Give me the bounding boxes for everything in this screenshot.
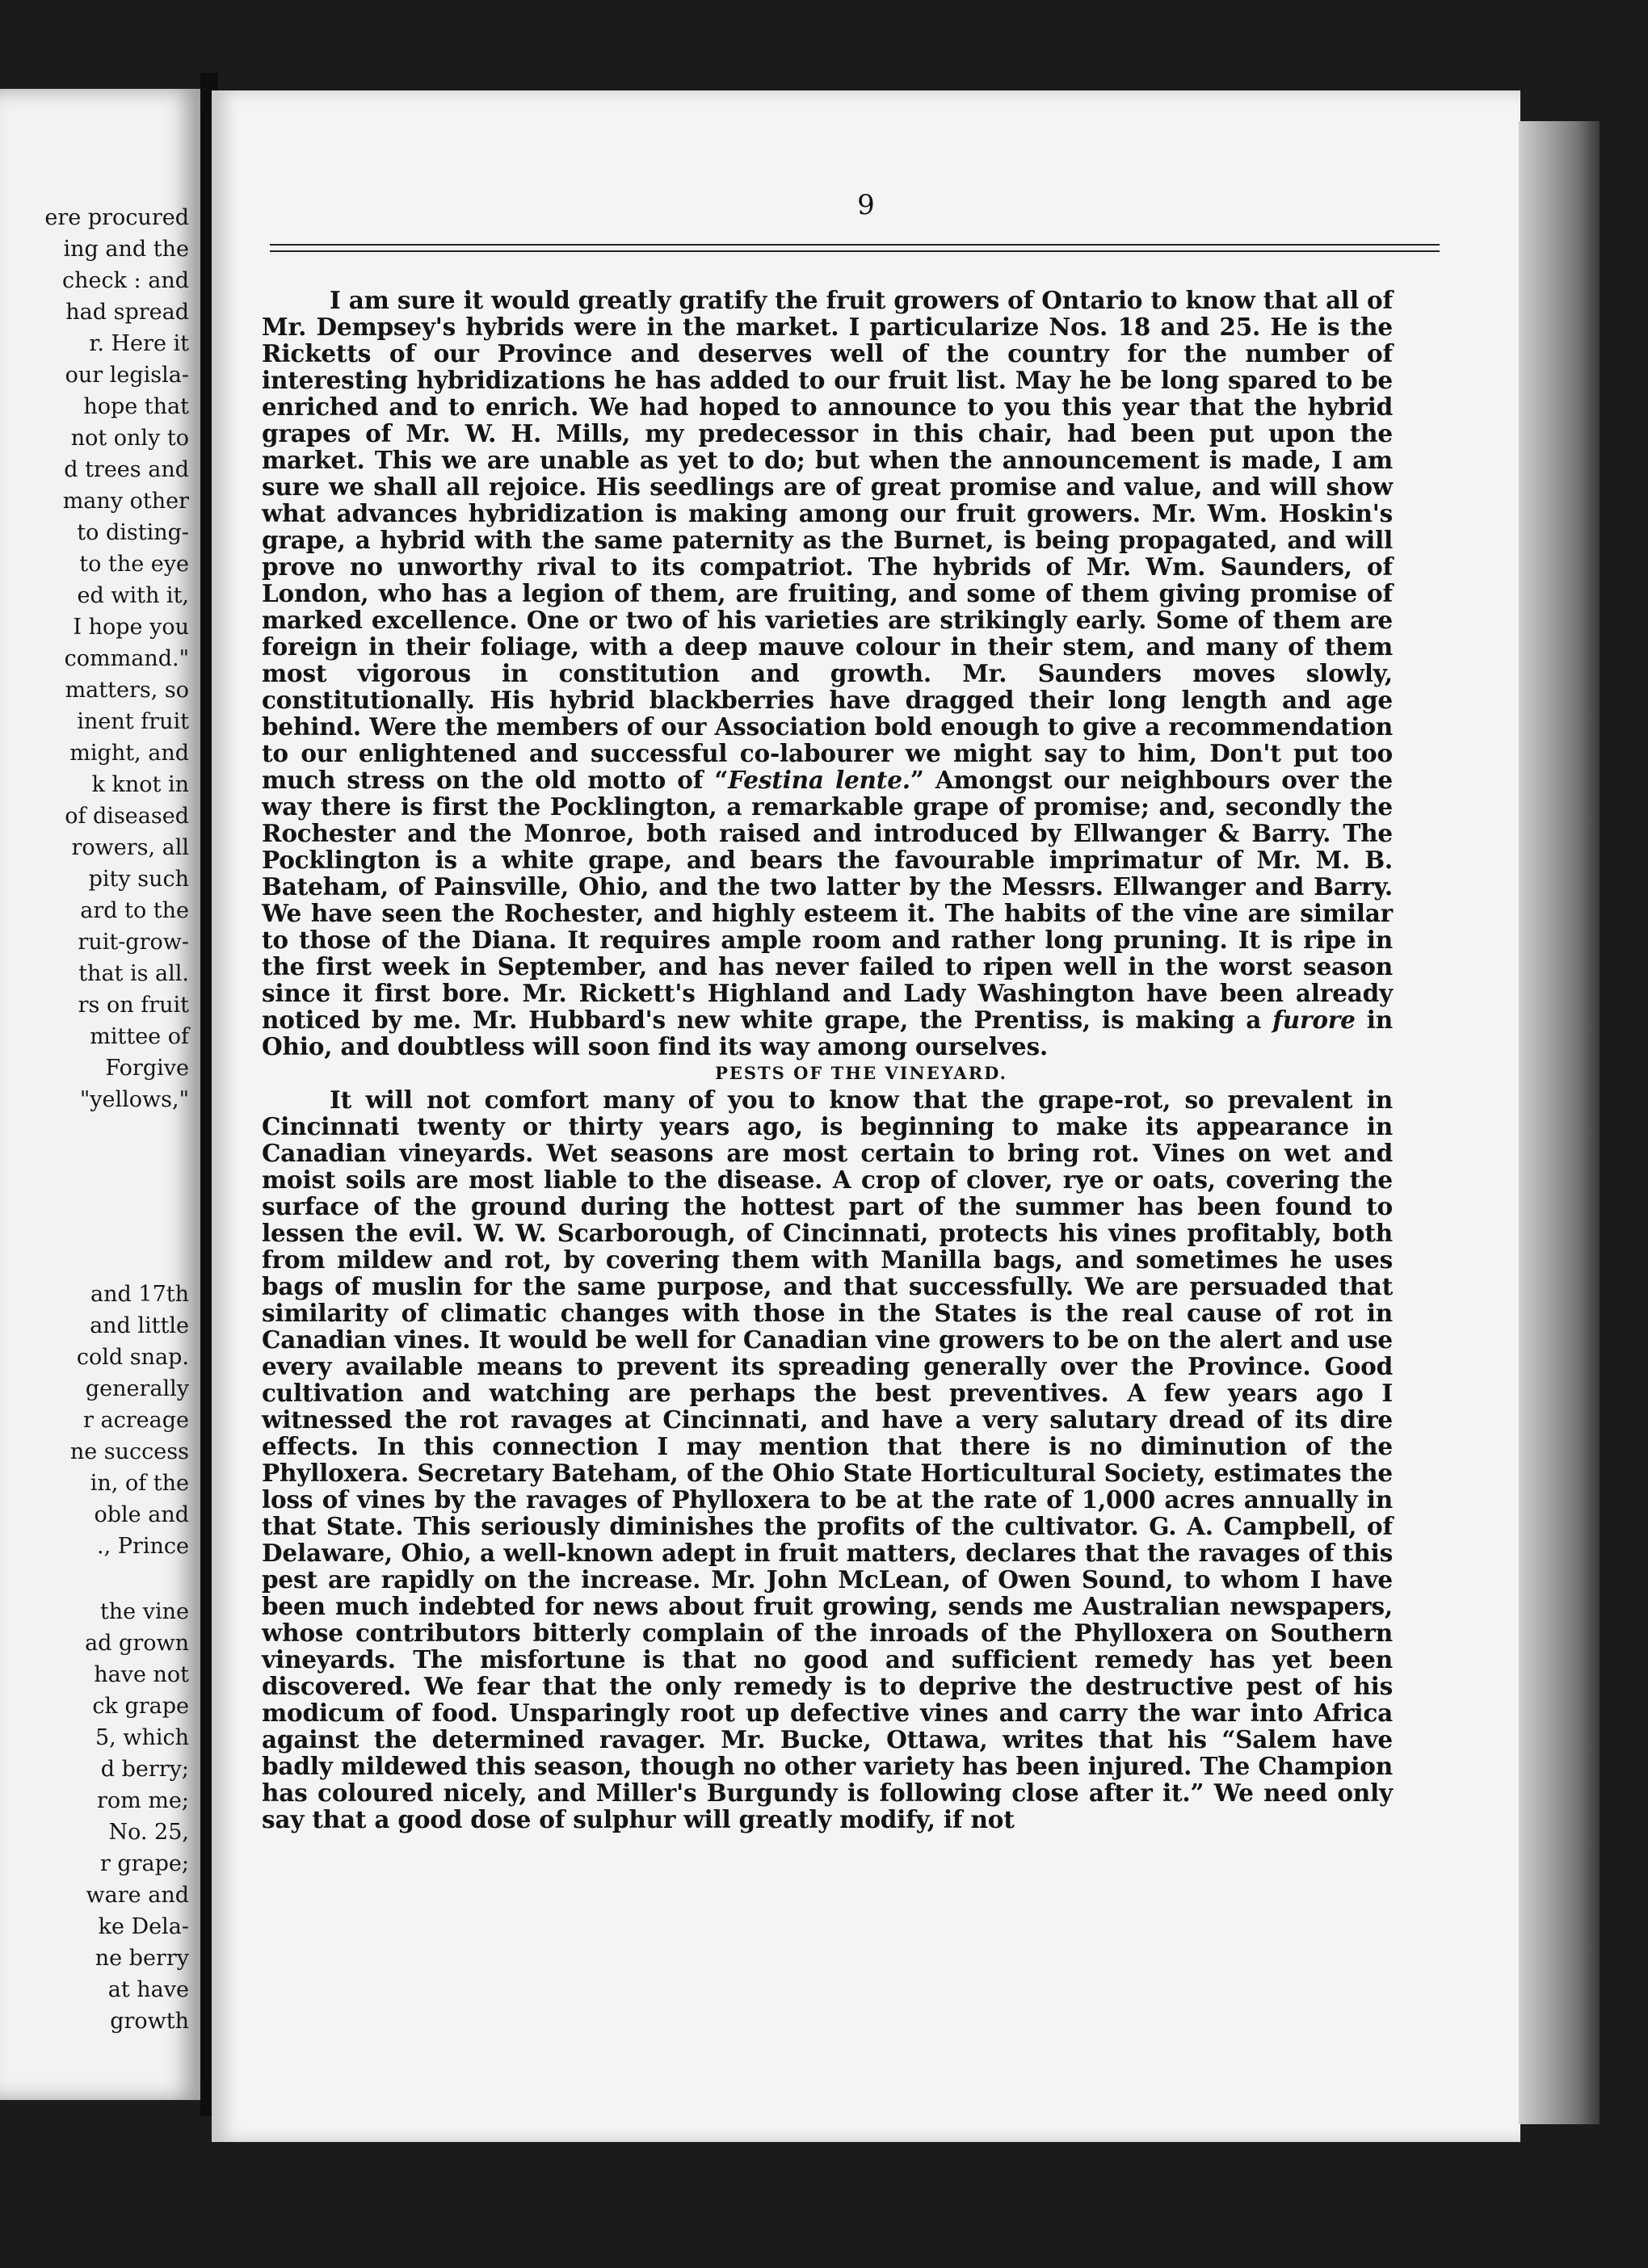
left-page-line: r grape; — [99, 1851, 189, 1876]
left-page-line: ed with it, — [77, 583, 189, 608]
left-page-line: and little — [90, 1313, 189, 1338]
left-page-line: in, of the — [90, 1471, 189, 1496]
left-page-line: ard to the — [80, 898, 189, 923]
left-page-line: our legisla- — [65, 363, 189, 388]
left-page-line: r. Here it — [89, 331, 189, 356]
left-page-line: ruit-grow- — [78, 930, 189, 955]
left-page-line: to disting- — [77, 520, 189, 545]
left-page-line: command." — [64, 646, 189, 671]
left-page-line: inent fruit — [77, 709, 189, 734]
left-page-line: had spread — [65, 300, 189, 325]
left-page-line: not only to — [70, 426, 189, 451]
left-page-line: k knot in — [91, 772, 189, 797]
left-page-line: ke Dela- — [98, 1914, 189, 1939]
left-page-line: that is all. — [78, 961, 189, 986]
page — [212, 90, 1520, 2142]
left-page-line: and 17th — [90, 1282, 189, 1307]
left-page-line: ne success — [69, 1439, 189, 1464]
header-rule-top — [270, 244, 1440, 246]
left-page-line: at have — [107, 1977, 189, 2002]
left-page-line: rs on fruit — [78, 993, 189, 1018]
page-number: 9 — [857, 189, 875, 221]
left-page-line: matters, so — [65, 678, 189, 703]
left-page-line: "yellows," — [79, 1087, 189, 1112]
left-page-line: might, and — [69, 741, 189, 766]
left-page-line: pity such — [88, 867, 189, 892]
left-page-line: to the eye — [79, 552, 189, 577]
left-page-line: mittee of — [90, 1024, 189, 1049]
left-page-line: rom me; — [96, 1788, 189, 1813]
left-page-line: many other — [62, 489, 189, 514]
left-page-line: I hope you — [73, 615, 189, 640]
left-page-line: ck grape — [92, 1694, 189, 1719]
left-page-line: ing and the — [63, 237, 189, 262]
left-page-line: hope that — [83, 394, 189, 419]
paragraph-hybrids: I am sure it would greatly gratify the fruit growers of Ontario to know that all of Mr. Dempsey's hybrids were in the market. I particularize Nos. 18 and 25. He is the Ricketts of our Province and deserves well of the country for the number of interesting hybridizations he has added to our fruit list. May he be long spared to be enriched and to enrich. We had hoped to announce to you this year that the hybrid grapes of Mr. W. H. Mills, my predecessor in this chair, had been put upon the market. This we are unable as yet to do; but when the announcement is made, I am sure we shall all rejoice. His seedlings are of great promise and value, and will show what advances hybridization is making among our fruit growers. Mr. Wm. Hoskin's grape, a hybrid with the same paternity as the Burnet, is being propagated, and will prove no unworthy rival to its compatriot. The hybrids of Mr. Wm. Saunders, of London, who has a legion of them, are fruiting, and some of them giving promise of marked excellence. One or two of his varieties are strikingly early. Some of them are foreign in their foliage, with a deep mauve colour in their stem, and many of them most vigorous in constitution and growth. Mr. Saunders moves slowly, constitutionally. His hybrid blackberries have dragged their long length and age behind. Were the members of our Association bold enough to give a recommendation to our enlightened and successful co-labourer we might say to him, Don't put too much stress on the old motto of “Festina lente.” Amongst our neighbours over the way there is first the Pocklington, a remarkable grape of promise; and, secondly the Rochester and the Monroe, both raised and introduced by Ellwanger & Barry. The Pocklington is a white grape, and bears the favourable imprimatur of Mr. M. B. Bateham, of Painsville, Ohio, and the two latter by the Messrs. Ellwanger and Barry. We have seen the Rochester, and highly esteem it. The habits of the vine are similar to those of the Diana. It requires ample room and rather long pruning. It is ripe in the first week in September, and has never failed to ripen well in the worst season since it first bore. Mr. Rickett's Highland and Lady Washington have been already noticed by me. Mr. Hubbard's new white grape, the Prentiss, is making a furore in Ohio, and doubtless will soon find its way among ourselves. — [262, 286, 1394, 1060]
left-page-line: check : and — [61, 268, 189, 293]
left-page-line: cold snap. — [76, 1345, 189, 1370]
body-text — [262, 287, 1393, 1833]
header-rule-bottom — [270, 250, 1440, 252]
left-page-line: ad grown — [85, 1631, 189, 1656]
left-page-line: have not — [94, 1662, 189, 1687]
paragraph-pests: It will not comfort many of you to know that the grape-rot, so prevalent in Cincinnati twenty or thirty years ago, is beginning to make its appearance in Canadian vineyards. Wet seasons are most certain to bring rot. Vines on wet and moist soils are most liable to the disease. A crop of clover, rye or oats, covering the surface of the ground during the hottest part of the summer has been found to lessen the evil. W. W. Scarborough, of Cincinnati, protects his vines profitably, both from mildew and rot, by covering them with Manilla bags, and sometimes he uses bags of muslin for the same purpose, and that successfully. We are persuaded that similarity of climatic changes with those in the States is the real cause of rot in Canadian vines. It would be well for Canadian vine growers to be on the alert and use every available means to prevent its spreading generally over the Province. Good cultivation and watching are perhaps the best preventives. A few years ago I witnessed the rot ravages at Cincinnati, and have a very salutary dread of its dire effects. In this connection I may mention that there is no diminution of the Phylloxera. Secretary Bateham, of the Ohio State Horticultural Society, estimates the loss of vines by the ravages of Phylloxera to be at the rate of 1,000 acres annually in that State. This seriously diminishes the profits of the cultivator. G. A. Campbell, of Delaware, Ohio, a well-known adept in fruit matters, declares that the ravages of this pest are rapidly on the increase. Mr. John McLean, of Owen Sound, to whom I have been much indebted for news about fruit growing, sends me Australian newspapers, whose contributors bitterly complain of the inroads of the Phylloxera on Southern vineyards. The misfortune is that no good and sufficient remedy has yet been discovered. We fear that the only remedy is to deprive the destructive pest of his modicum of food. Unsparingly root up defective vines and carry the war into Africa against the determined ravager. Mr. Bucke, Ottawa, writes that his “Salem have badly mildewed this season, though no other variety has been injured. The Champion has coloured nicely, and Miller's Burgundy is following close after it.” We need only say that a good dose of sulphur will greatly modify, if not — [262, 1086, 1393, 1833]
left-page-line: r acreage — [83, 1408, 189, 1433]
section-heading: PESTS OF THE VINEYARD. — [715, 1063, 1007, 1083]
left-page-line: ne berry — [95, 1946, 189, 1971]
left-page-line: No. 25, — [108, 1820, 189, 1845]
left-page-line: growth — [110, 2009, 189, 2034]
left-page-line: of diseased — [65, 804, 189, 829]
left-facing-page — [0, 89, 200, 2100]
left-page-line: 5, which — [95, 1725, 189, 1750]
left-page-line: ere procured — [44, 205, 189, 230]
left-page-line: rowers, all — [71, 835, 189, 860]
left-page-line: d trees and — [64, 457, 189, 482]
page-edge-shadow — [1519, 121, 1600, 2124]
left-page-line: Forgive — [105, 1056, 189, 1081]
left-page-line: ware and — [86, 1883, 189, 1908]
left-page-line: ., Prince — [97, 1534, 189, 1559]
left-page-line: generally — [85, 1376, 189, 1401]
left-page-line: oble and — [94, 1502, 189, 1527]
left-page-line: the vine — [99, 1599, 189, 1624]
left-page-line: d berry; — [100, 1757, 189, 1782]
